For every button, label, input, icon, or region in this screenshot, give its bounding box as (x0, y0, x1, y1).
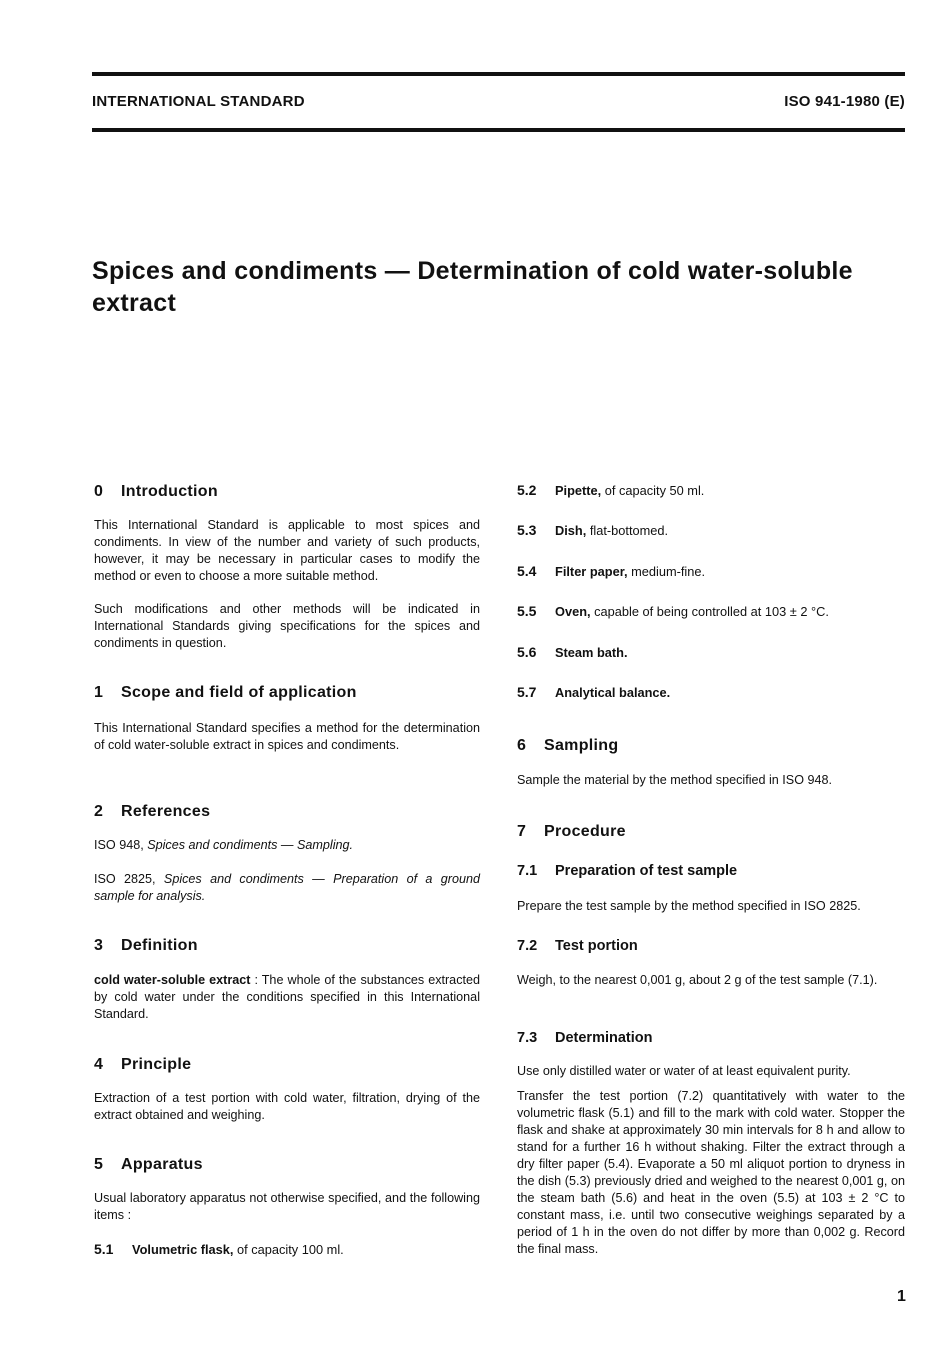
section-5-heading (94, 1156, 203, 1174)
reference-code: ISO 948, (94, 838, 144, 852)
header-top-rule (92, 72, 905, 76)
section-number: 2 (94, 803, 104, 820)
section-title: Scope and field of application (121, 684, 357, 701)
section-7-heading (517, 823, 626, 841)
subsection-title: Preparation of test sample (555, 863, 738, 879)
subsection-number: 7.3 (517, 1030, 538, 1046)
section-title: Sampling (544, 737, 619, 754)
section-number: 5 (94, 1156, 104, 1173)
reference-code: ISO 2825, (94, 872, 156, 886)
item-term: Filter paper, (555, 564, 628, 579)
header-right: ISO 941-1980 (E) (784, 93, 905, 110)
section-3-heading (94, 937, 198, 955)
header-bottom-rule (92, 128, 905, 132)
reference-2 (94, 871, 480, 905)
scope-paragraph: This International Standard specifies a method for the determination of cold water-soluble extract in spices and condiments. (94, 721, 480, 752)
item-number: 5.6 (517, 644, 537, 660)
test-portion-paragraph: Weigh, to the nearest 0,001 g, about 2 g of the test sample (7.1). (517, 973, 878, 987)
section-title: Introduction (121, 483, 218, 500)
page-number: 1 (897, 1288, 906, 1305)
item-text: of capacity 50 ml. (601, 483, 705, 498)
subsection-title: Determination (555, 1030, 653, 1046)
definition-term: cold water-soluble extract (94, 973, 251, 987)
section-number: 6 (517, 737, 527, 754)
section-title: Principle (121, 1056, 192, 1073)
header-left: INTERNATIONAL STANDARD (92, 93, 305, 110)
item-number: 5.3 (517, 522, 537, 538)
section-number: 0 (94, 483, 104, 500)
section-title: Procedure (544, 823, 626, 840)
intro-paragraph-1: This International Standard is applicable to most spices and condiments. In view of the number and variety of such products, however, it may be necessary in particular cases to modify the method or even to choose a more suitable method. (94, 518, 480, 583)
definition-paragraph (94, 972, 480, 1023)
apparatus-item (517, 644, 628, 660)
intro-paragraph-2: Such modifications and other methods will be indicated in International Standards giving specifications for the spices and condiments in question. (94, 602, 480, 650)
section-number: 7 (517, 823, 527, 840)
apparatus-item (517, 522, 668, 538)
principle-paragraph: Extraction of a test portion with cold water, filtration, drying of the extract obtained and weighing. (94, 1091, 480, 1122)
apparatus-item (517, 482, 704, 498)
section-0-heading (94, 483, 218, 501)
item-text: capable of being controlled at 103 ± 2 °C. (590, 604, 829, 619)
item-term: Oven, (555, 604, 591, 619)
section-number: 3 (94, 937, 104, 954)
item-number: 5.2 (517, 482, 537, 498)
item-term: Dish, (555, 523, 587, 538)
reference-title: Spices and condiments — Sampling. (147, 838, 354, 852)
section-6-heading (517, 737, 618, 755)
item-term: Volumetric flask, (132, 1242, 234, 1257)
apparatus-item (517, 684, 670, 700)
item-text: flat-bottomed. (586, 523, 669, 538)
sampling-paragraph: Sample the material by the method specified in ISO 948. (517, 773, 833, 787)
subsection-7-2-heading (517, 938, 638, 954)
subsection-title: Test portion (555, 938, 638, 954)
item-text: medium-fine. (627, 564, 706, 579)
section-title: References (121, 803, 211, 820)
item-term: Analytical balance. (555, 685, 671, 700)
test-sample-paragraph: Prepare the test sample by the method specified in ISO 2825. (517, 899, 861, 913)
section-number: 4 (94, 1056, 104, 1073)
section-4-heading (94, 1056, 191, 1074)
apparatus-item (517, 563, 705, 579)
determination-paragraph-2: Transfer the test portion (7.2) quantitatively with water to the volumetric flask (5.1) and fill to the mark with cold water. Stopper the flask and shake at approximately 30 min intervals for 8 h and allow to stand for a further 16 h without shaking. Filter the extract through a dry filter paper (5.4). Evaporate a 50 ml aliquot portion to dryness in the dish (5.3) previously dried and weighed to the nearest 0,001 g, on the steam bath (5.6) and heat in the oven (5.5) at 103 ± 2 °C to constant mass, i.e. until two consecutive weighings separated by a period of 1 h in the oven do not differ by more than 0,002 g. Record the final mass. (517, 1089, 905, 1256)
determination-paragraph-1: Use only distilled water or water of at least equivalent purity. (517, 1064, 851, 1078)
item-term: Steam bath. (555, 645, 628, 660)
item-text: of capacity 100 ml. (233, 1242, 344, 1257)
document-title: Spices and condiments — Determination of cold water-soluble extract (92, 257, 853, 317)
subsection-number: 7.2 (517, 938, 538, 954)
section-title: Apparatus (121, 1156, 203, 1173)
apparatus-item (517, 603, 829, 619)
section-number: 1 (94, 684, 104, 701)
item-number: 5.1 (94, 1241, 114, 1257)
apparatus-paragraph: Usual laboratory apparatus not otherwise specified, and the following items : (94, 1191, 480, 1222)
item-number: 5.5 (517, 603, 537, 619)
apparatus-item (94, 1241, 344, 1257)
definition-text: : The whole of the substances extracted by cold water under the conditions specified in this International Standard. (94, 973, 480, 1021)
section-1-heading (94, 684, 357, 702)
item-term: Pipette, (555, 483, 602, 498)
item-number: 5.4 (517, 563, 537, 579)
section-title: Definition (121, 937, 198, 954)
subsection-number: 7.1 (517, 863, 538, 879)
reference-1 (94, 837, 480, 854)
subsection-7-1-heading (517, 863, 737, 879)
section-2-heading (94, 803, 210, 821)
reference-title: Spices and condiments — Preparation of a ground sample for analysis. (94, 872, 480, 903)
item-number: 5.7 (517, 684, 537, 700)
subsection-7-3-heading (517, 1030, 653, 1046)
